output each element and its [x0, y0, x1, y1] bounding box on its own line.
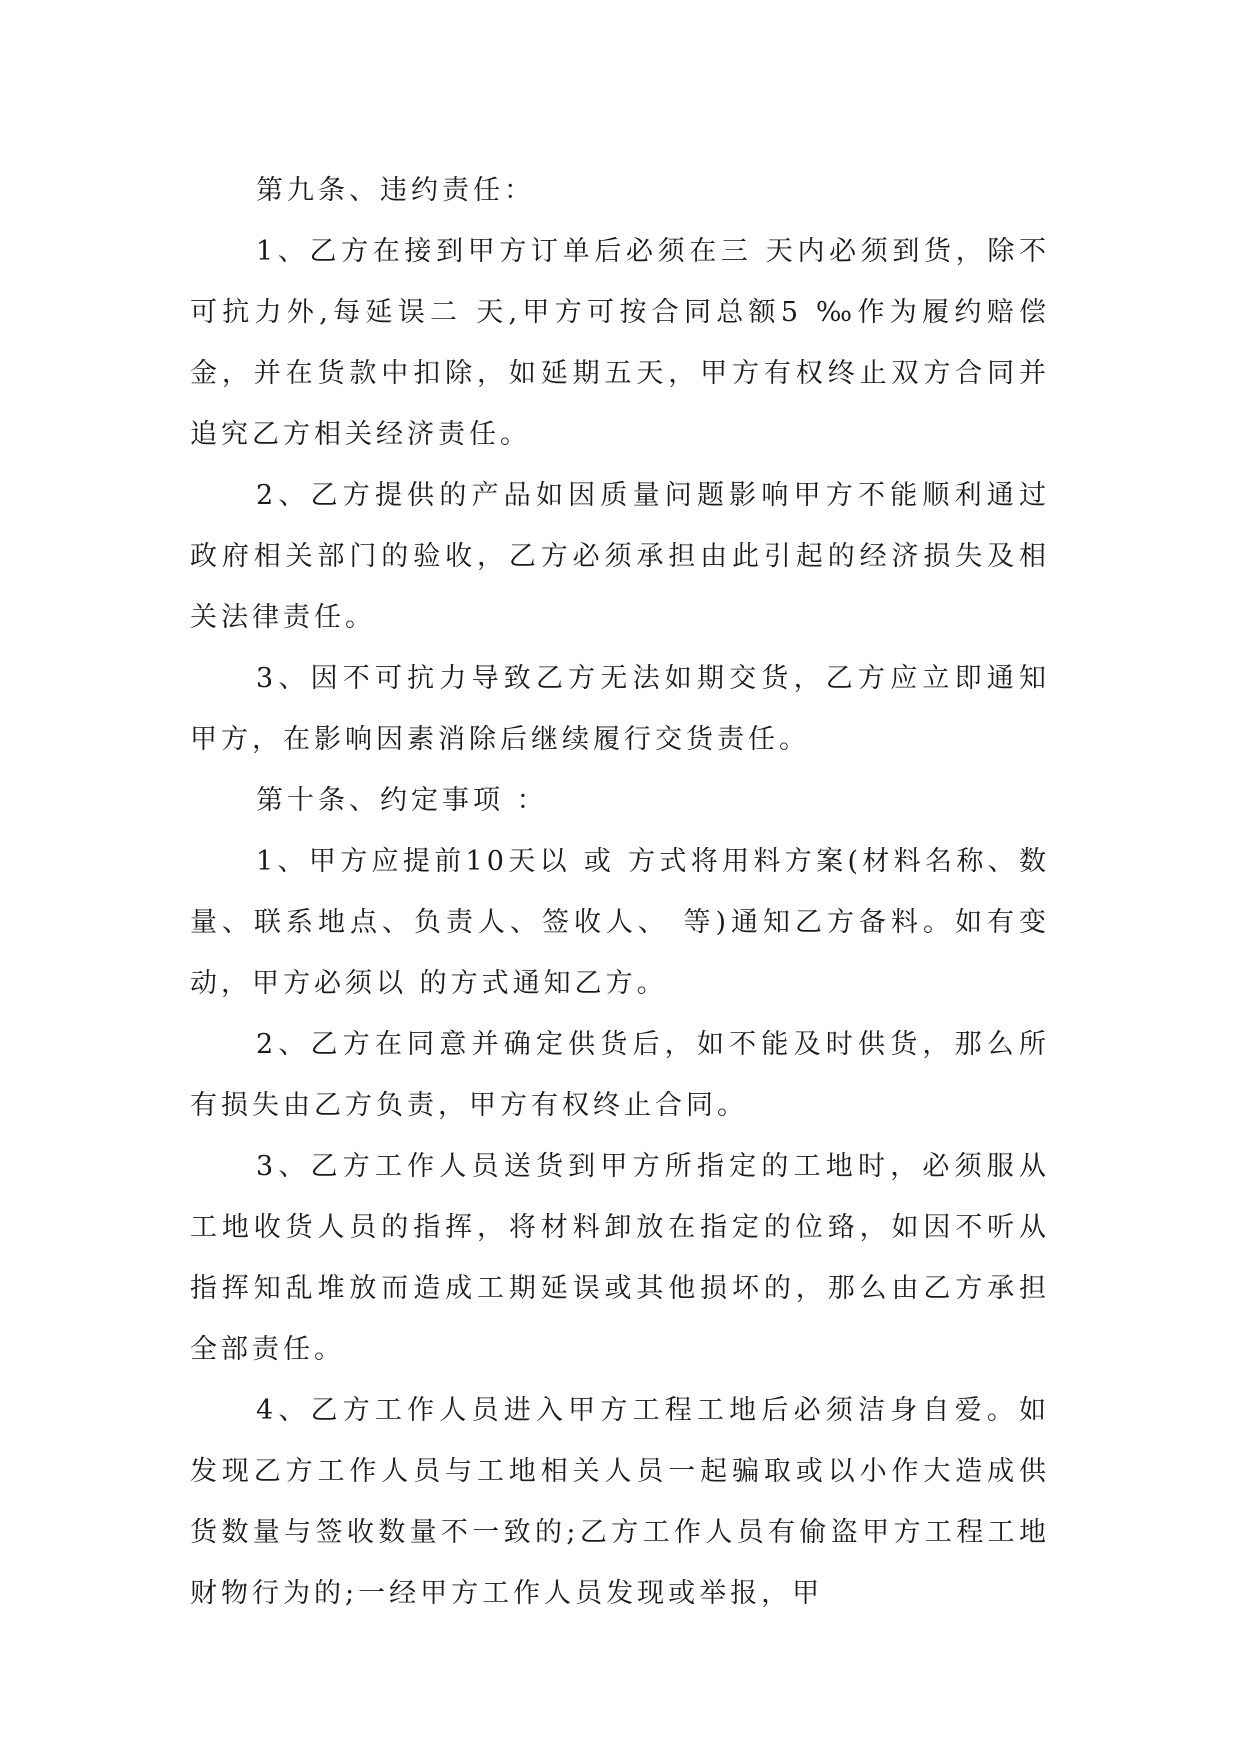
article-10-clause-3: 3、乙方工作人员送货到甲方所指定的工地时，必须服从工地收货人员的指挥，将材料卸放在指定的位臵，如因不听从指挥知乱堆放而造成工期延误或其他损坏的，那么由乙方承担全部责任。 — [190, 1151, 1050, 1365]
article-9-heading: 第九条、违约责任： — [256, 175, 535, 206]
article-10-heading: 第十条、约定事项 ： — [256, 785, 548, 816]
article-9-clause-3: 3、因不可抗力导致乙方无法如期交货，乙方应立即通知甲方，在影响因素消除后继续履行交货责任。 — [190, 663, 1050, 755]
document-page — [190, 160, 1050, 1624]
article-10-clause-2: 2、乙方在同意并确定供货后，如不能及时供货，那么所有损失由乙方负责，甲方有权终止合同。 — [190, 1029, 1050, 1121]
article-10-clause-1: 1、甲方应提前10天以 或 方式将用料方案(材料名称、数量、联系地点、负责人、签收人、 等)通知乙方备料。如有变动，甲方必须以 的方式通知乙方。 — [190, 846, 1050, 999]
article-9-clause-1: 1、乙方在接到甲方订单后必须在三 天内必须到货，除不可抗力外,每延误二 天,甲方可按合同总额5 ‰作为履约赔偿金，并在货款中扣除，如延期五天，甲方有权终止双方合同并追究乙方相关经济责任。 — [190, 236, 1050, 450]
article-9-clause-2: 2、乙方提供的产品如因质量问题影响甲方不能顺利通过政府相关部门的验收，乙方必须承担由此引起的经济损失及相关法律责任。 — [190, 480, 1050, 633]
article-10-clause-4: 4、乙方工作人员进入甲方工程工地后必须洁身自爱。如发现乙方工作人员与工地相关人员一起骗取或以小作大造成供货数量与签收数量不一致的;乙方工作人员有偷盗甲方工程工地财物行为的;一经甲方工作人员发现或举报，甲 — [190, 1395, 1050, 1609]
